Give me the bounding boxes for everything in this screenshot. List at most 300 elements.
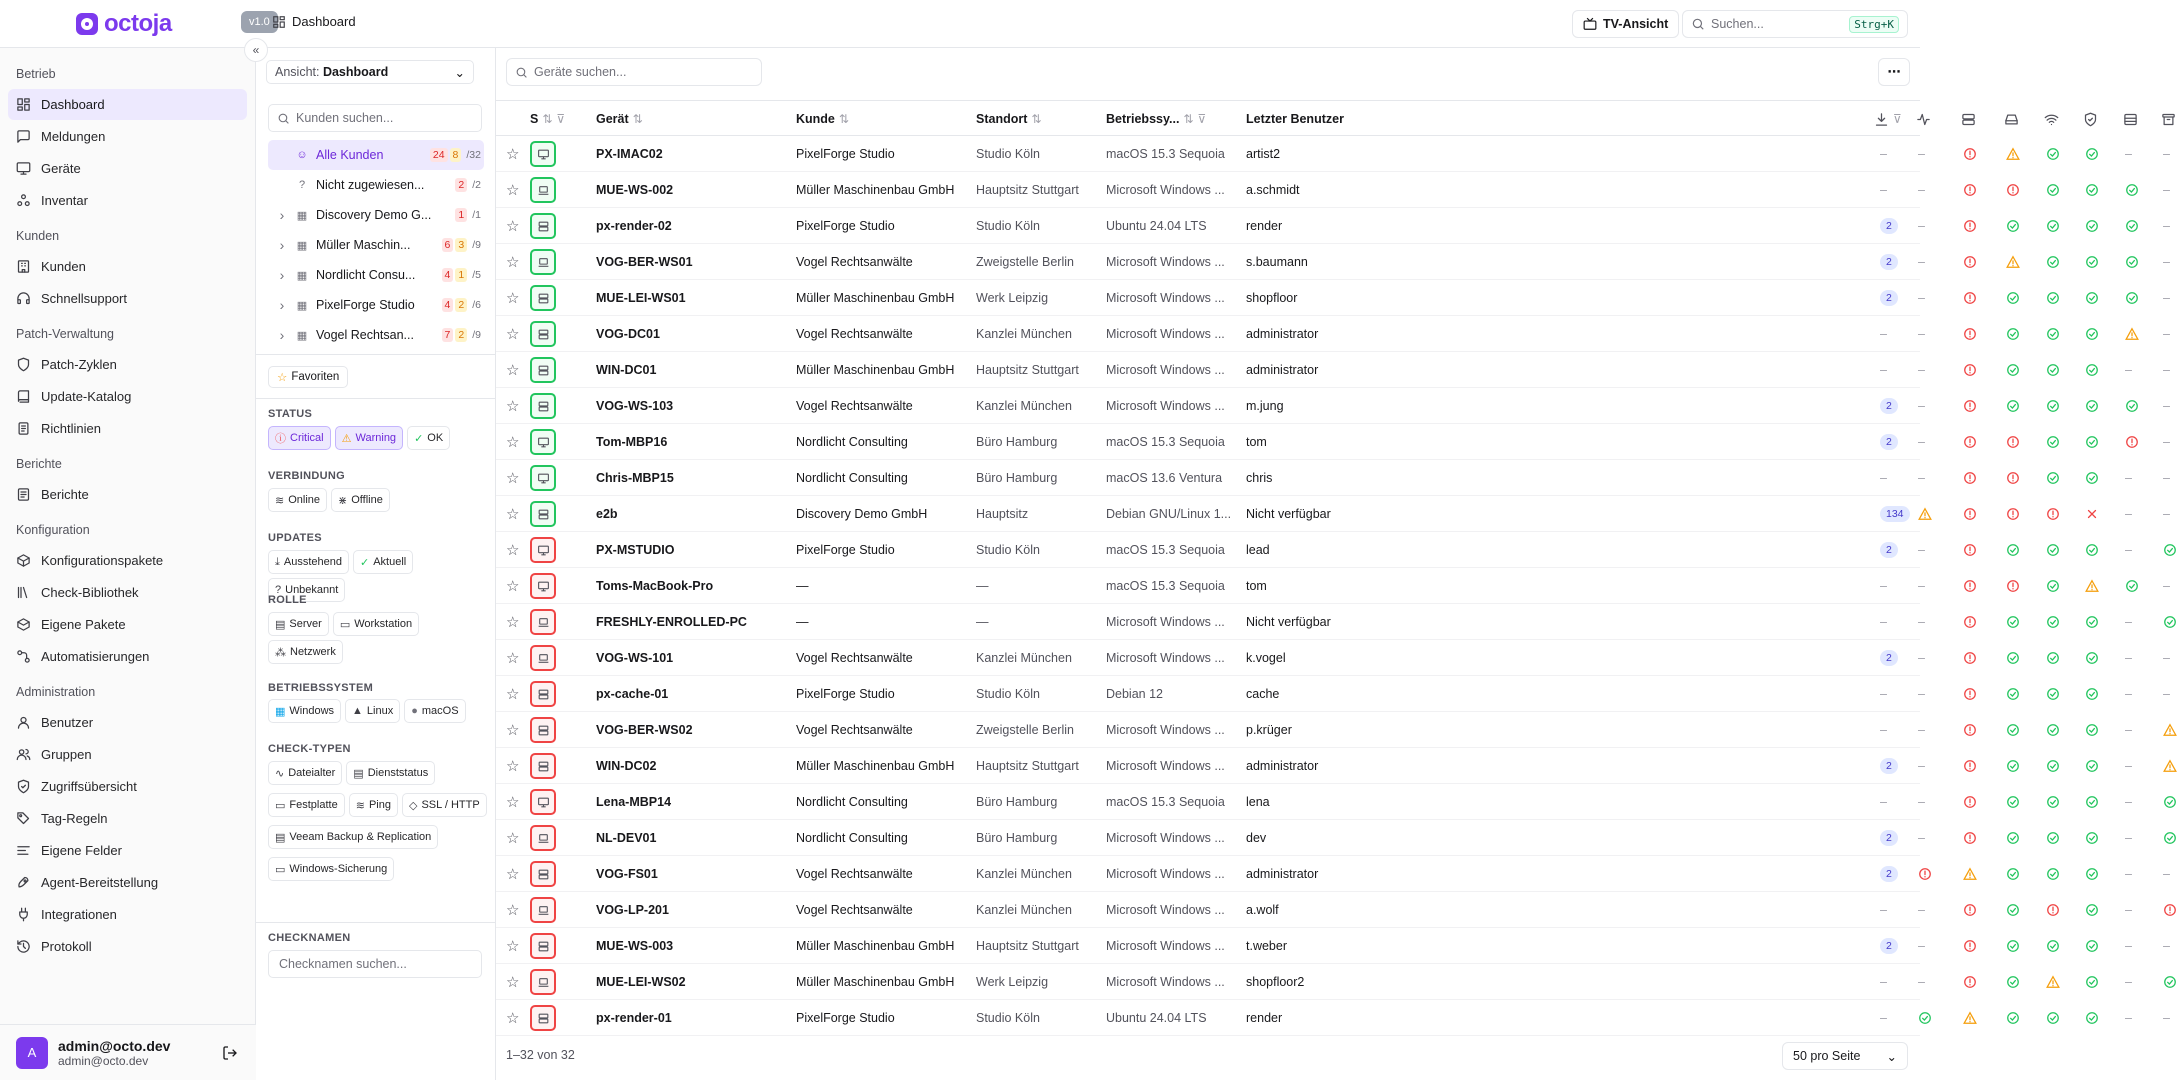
sidebar-item-berichte[interactable] [8, 479, 247, 510]
ok-icon[interactable] [2085, 136, 2099, 172]
device-name[interactable]: MUE-WS-003 [596, 939, 674, 953]
status-column-wifi[interactable] [2044, 101, 2059, 137]
status-column-disk[interactable] [2004, 101, 2019, 137]
sidebar-item-eigene-felder[interactable] [8, 835, 247, 866]
ok-icon[interactable] [2085, 676, 2099, 712]
device-name[interactable]: MUE-LEI-WS02 [596, 975, 686, 989]
status-column-shield-check[interactable] [2083, 101, 2098, 137]
warning-icon[interactable] [2163, 748, 2177, 784]
sidebar-item-inventar[interactable] [8, 185, 247, 216]
sort-icon[interactable]: ⇅ [632, 112, 643, 126]
device-name[interactable]: NL-DEV01 [596, 831, 657, 845]
ok-icon[interactable] [2085, 460, 2099, 496]
ok-icon[interactable] [2125, 244, 2139, 280]
column-os[interactable] [1106, 101, 1206, 137]
favorite-star-icon[interactable]: ☆ [506, 362, 520, 379]
ok-icon[interactable] [2085, 604, 2099, 640]
ok-icon[interactable] [2125, 172, 2139, 208]
customer-item[interactable] [268, 200, 484, 230]
sidebar-item-geräte[interactable] [8, 153, 247, 184]
sidebar-item-check-bibliothek[interactable] [8, 577, 247, 608]
filter-icon[interactable]: ⊽ [556, 112, 566, 126]
critical-icon[interactable] [1963, 820, 1977, 856]
critical-icon[interactable] [2006, 172, 2020, 208]
disk-icon [2004, 112, 2019, 127]
table-row[interactable] [496, 892, 2132, 928]
ok-icon[interactable] [2085, 712, 2099, 748]
favorite-star-icon[interactable]: ☆ [506, 686, 520, 703]
warning-icon[interactable] [2006, 136, 2020, 172]
filter-chip-online[interactable] [268, 488, 327, 512]
ok-icon[interactable] [2085, 388, 2099, 424]
critical-icon[interactable] [1963, 280, 1977, 316]
sort-icon[interactable]: ⇅ [1031, 112, 1042, 126]
updates-count-badge[interactable]: 2 [1880, 650, 1898, 666]
filter-chip-ausstehend[interactable] [268, 550, 349, 574]
device-name[interactable]: Chris-MBP15 [596, 471, 674, 485]
device-name[interactable]: MUE-WS-002 [596, 183, 674, 197]
critical-icon[interactable] [1963, 352, 1977, 388]
favorite-star-icon[interactable]: ☆ [506, 974, 520, 991]
critical-icon[interactable] [1963, 388, 1977, 424]
ok-icon[interactable] [2085, 820, 2099, 856]
warning-icon[interactable] [2125, 316, 2139, 352]
updates-count-badge[interactable]: 2 [1880, 866, 1898, 882]
table-row[interactable] [496, 568, 2170, 604]
device-name[interactable]: VOG-LP-201 [596, 903, 669, 917]
ok-icon[interactable] [2125, 280, 2139, 316]
critical-icon[interactable] [1918, 856, 1932, 892]
filter-chip-veeam-backup-replication[interactable] [268, 825, 438, 849]
filter-chip-macos[interactable] [404, 699, 465, 723]
customer-item[interactable] [268, 290, 484, 320]
sort-icon[interactable]: ⇅ [1183, 112, 1194, 126]
ok-icon[interactable] [2006, 532, 2020, 568]
sidebar-item-schnellsupport[interactable] [8, 283, 247, 314]
sidebar-item-gruppen[interactable] [8, 739, 247, 770]
device-name[interactable]: Lena-MBP14 [596, 795, 672, 809]
ok-icon[interactable] [2085, 280, 2099, 316]
column-location[interactable] [976, 101, 1041, 137]
favorite-star-icon[interactable]: ☆ [506, 866, 520, 883]
last-user: s.baumann [1246, 255, 1308, 269]
per-page-select[interactable] [1782, 1042, 1908, 1070]
table-row[interactable] [496, 316, 2170, 352]
table-row[interactable] [496, 460, 2170, 496]
device-search-input[interactable] [506, 58, 762, 86]
filter-chip-server[interactable] [268, 612, 329, 636]
critical-icon[interactable] [2046, 892, 2060, 928]
updates-count-badge[interactable]: 134 [1880, 506, 1910, 522]
customer-item[interactable] [268, 320, 484, 350]
ok-icon[interactable] [2006, 712, 2020, 748]
ok-icon[interactable] [1918, 1000, 1932, 1036]
customer-search-input[interactable] [268, 104, 482, 132]
ok-icon[interactable] [2046, 784, 2060, 820]
ok-icon[interactable] [2046, 676, 2060, 712]
status-column-server-check[interactable] [1961, 101, 1976, 137]
ok-icon[interactable] [2006, 856, 2020, 892]
filter-chip-dateialter[interactable] [268, 761, 342, 785]
customer-item[interactable] [268, 140, 484, 170]
warning-icon[interactable] [2046, 964, 2060, 1000]
ok-icon[interactable] [2085, 172, 2099, 208]
favorite-star-icon[interactable]: ☆ [506, 470, 520, 487]
ok-icon[interactable] [2085, 784, 2099, 820]
filter-chip-netzwerk[interactable] [268, 640, 343, 664]
favorite-star-icon[interactable]: ☆ [506, 650, 520, 667]
sidebar-item-protokoll[interactable] [8, 931, 247, 962]
critical-icon[interactable] [1963, 136, 1977, 172]
critical-icon[interactable] [2163, 892, 2177, 928]
ok-icon[interactable] [2046, 604, 2060, 640]
ok-icon[interactable] [2006, 1000, 2020, 1036]
favorite-star-icon[interactable]: ☆ [506, 938, 520, 955]
sidebar-item-automatisierungen[interactable] [8, 641, 247, 672]
ok-icon[interactable] [2046, 136, 2060, 172]
sidebar-item-dashboard[interactable] [8, 89, 247, 120]
warning-icon[interactable] [1963, 1000, 1977, 1036]
ok-icon[interactable] [2085, 964, 2099, 1000]
ok-icon[interactable] [2046, 208, 2060, 244]
ok-icon[interactable] [2085, 244, 2099, 280]
chevron-right-icon[interactable]: › [279, 207, 285, 223]
critical-icon[interactable] [1963, 748, 1977, 784]
ok-icon[interactable] [2046, 460, 2060, 496]
column-last-user[interactable] [1246, 101, 1344, 137]
sidebar-item-zugriffsübersicht[interactable] [8, 771, 247, 802]
device-name[interactable]: Tom-MBP16 [596, 435, 668, 449]
device-name[interactable]: px-render-01 [596, 1011, 672, 1025]
filter-icon[interactable]: ⊽ [1893, 112, 1902, 126]
view-select[interactable] [266, 60, 474, 84]
favorite-star-icon[interactable]: ☆ [506, 578, 520, 595]
device-name[interactable]: VOG-WS-103 [596, 399, 674, 413]
ok-icon[interactable] [2046, 568, 2060, 604]
critical-icon[interactable] [1963, 964, 1977, 1000]
favorite-star-icon[interactable]: ☆ [506, 1010, 520, 1027]
ok-icon[interactable] [2006, 784, 2020, 820]
ok-icon[interactable] [2085, 748, 2099, 784]
device-name[interactable]: VOG-BER-WS01 [596, 255, 693, 269]
critical-icon[interactable] [1963, 892, 1977, 928]
ok-icon[interactable] [2125, 568, 2139, 604]
device-name[interactable]: Toms-MacBook-Pro [596, 579, 714, 593]
ok-icon [2046, 183, 2060, 197]
table-row[interactable] [496, 352, 2170, 388]
sidebar-item-patch-zyklen[interactable] [8, 349, 247, 380]
critical-icon[interactable] [2006, 460, 2020, 496]
table-row[interactable] [496, 964, 2132, 1000]
ok-icon[interactable] [2085, 856, 2099, 892]
filter-chip-offline[interactable] [331, 488, 390, 512]
filter-icon[interactable]: ⊽ [1197, 112, 1207, 126]
favorite-star-icon[interactable]: ☆ [506, 146, 520, 163]
ok-icon[interactable] [2046, 1000, 2060, 1036]
critical-icon[interactable] [2006, 496, 2020, 532]
ok-icon[interactable] [2006, 964, 2020, 1000]
critical-icon[interactable] [1963, 640, 1977, 676]
favorite-star-icon[interactable]: ☆ [506, 506, 520, 523]
warning-icon[interactable] [1963, 856, 1977, 892]
more-options-button[interactable]: ⋯ [1878, 58, 1910, 86]
favorite-star-icon[interactable]: ☆ [506, 542, 520, 559]
table-row[interactable] [496, 820, 2132, 856]
table-row[interactable] [496, 532, 2132, 568]
critical-icon[interactable] [1963, 532, 1977, 568]
sidebar-item-integrationen[interactable] [8, 899, 247, 930]
ok-icon[interactable] [2085, 532, 2099, 568]
critical-icon[interactable] [2046, 496, 2060, 532]
ok-icon[interactable] [2163, 820, 2177, 856]
filter-chip-aktuell[interactable] [353, 550, 413, 574]
column-customer[interactable] [796, 101, 849, 137]
updates-count-badge[interactable]: 2 [1880, 938, 1898, 954]
ok-icon[interactable] [2085, 892, 2099, 928]
sort-icon[interactable]: ⇅ [542, 112, 553, 126]
critical-icon[interactable] [2006, 424, 2020, 460]
chevron-right-icon[interactable]: › [279, 267, 285, 283]
table-row[interactable] [496, 676, 2170, 712]
ok-icon[interactable] [2085, 640, 2099, 676]
ok-icon[interactable] [2085, 352, 2099, 388]
chevron-right-icon[interactable]: › [279, 237, 285, 253]
ok-icon[interactable] [2006, 316, 2020, 352]
filter-chip-festplatte[interactable] [268, 793, 345, 817]
chevron-right-icon[interactable]: › [279, 327, 285, 343]
critical-icon[interactable] [1963, 244, 1977, 280]
table-row[interactable] [496, 784, 2132, 820]
device-name[interactable]: FRESHLY-ENROLLED-PC [596, 615, 747, 629]
sidebar-item-meldungen[interactable] [8, 121, 247, 152]
table-row[interactable] [496, 712, 2132, 748]
favorite-star-icon[interactable]: ☆ [506, 398, 520, 415]
device-name[interactable]: PX-MSTUDIO [596, 543, 675, 557]
sidebar-item-benutzer[interactable] [8, 707, 247, 738]
customer-item[interactable] [268, 170, 484, 200]
ok-icon[interactable] [2046, 316, 2060, 352]
table-row[interactable] [496, 856, 2170, 892]
sidebar-item-eigene-pakete[interactable] [8, 609, 247, 640]
device-name[interactable]: PX-IMAC02 [596, 147, 663, 161]
column-device[interactable] [596, 101, 643, 137]
favorite-star-icon[interactable]: ☆ [506, 254, 520, 271]
sidebar-item-update-katalog[interactable] [8, 381, 247, 412]
sidebar-item-agent-bereitstellung[interactable] [8, 867, 247, 898]
favorites-button[interactable] [268, 366, 348, 388]
ok-icon[interactable] [2046, 748, 2060, 784]
favorite-star-icon[interactable]: ☆ [506, 290, 520, 307]
column-status[interactable] [530, 101, 565, 137]
customer-item[interactable] [268, 260, 484, 290]
sidebar-item-kunden[interactable] [8, 251, 247, 282]
warning-icon[interactable] [2006, 244, 2020, 280]
filter-chip-ok[interactable] [407, 426, 450, 450]
critical-icon[interactable] [1963, 928, 1977, 964]
device-name[interactable]: VOG-WS-101 [596, 651, 674, 665]
ok-icon[interactable] [2006, 820, 2020, 856]
updates-count-badge[interactable]: 2 [1880, 434, 1898, 450]
table-row[interactable] [496, 928, 2170, 964]
ok-icon[interactable] [2006, 640, 2020, 676]
ok-icon[interactable] [2046, 856, 2060, 892]
table-row[interactable] [496, 280, 2170, 316]
filter-chip-linux[interactable] [345, 699, 400, 723]
ok-icon[interactable] [2046, 424, 2060, 460]
critical-icon[interactable] [1963, 208, 1977, 244]
critical-icon[interactable] [1963, 676, 1977, 712]
critical-icon[interactable] [1963, 496, 1977, 532]
ok-icon[interactable] [2046, 352, 2060, 388]
updates-count-badge[interactable]: 2 [1880, 290, 1898, 306]
device-name[interactable]: MUE-LEI-WS01 [596, 291, 686, 305]
table-row[interactable] [496, 748, 2132, 784]
ok-icon[interactable] [2163, 604, 2177, 640]
filter-chip-ping[interactable] [349, 793, 398, 817]
ok-icon[interactable] [2006, 748, 2020, 784]
ok-icon[interactable] [2046, 280, 2060, 316]
ok-icon[interactable] [2085, 316, 2099, 352]
status-column-activity[interactable] [1916, 101, 1931, 137]
ok-icon [2085, 615, 2099, 629]
ok-icon[interactable] [2163, 784, 2177, 820]
updates-count-badge[interactable]: 2 [1880, 542, 1898, 558]
device-name[interactable]: WIN-DC01 [596, 363, 657, 377]
ok-icon[interactable] [2006, 604, 2020, 640]
ok-icon[interactable] [2006, 352, 2020, 388]
sort-icon[interactable]: ⇅ [838, 112, 849, 126]
critical-icon[interactable] [1963, 316, 1977, 352]
ok-icon[interactable] [2006, 928, 2020, 964]
status-column-updates[interactable] [1874, 101, 1902, 137]
ok-icon[interactable] [2046, 388, 2060, 424]
critical-icon[interactable] [1963, 460, 1977, 496]
ok-icon[interactable] [2125, 388, 2139, 424]
ok-icon[interactable] [2085, 208, 2099, 244]
ok-icon[interactable] [2006, 208, 2020, 244]
ok-icon[interactable] [2163, 532, 2177, 568]
global-search-input[interactable] [1682, 10, 1908, 38]
filter-chip-critical[interactable] [268, 426, 331, 450]
chevron-right-icon[interactable]: › [279, 297, 285, 313]
table-row[interactable] [496, 424, 2170, 460]
table-row[interactable] [496, 172, 2170, 208]
favorite-star-icon[interactable]: ☆ [506, 182, 520, 199]
critical-icon[interactable] [2006, 568, 2020, 604]
ok-icon[interactable] [2046, 244, 2060, 280]
tv-view-button[interactable] [1572, 10, 1679, 38]
updates-count-badge[interactable]: 2 [1880, 830, 1898, 846]
table-row[interactable] [496, 388, 2170, 424]
critical-icon[interactable] [1963, 712, 1977, 748]
device-name[interactable]: px-render-02 [596, 219, 672, 233]
device-name[interactable]: e2b [596, 507, 618, 521]
critical-icon[interactable] [1963, 568, 1977, 604]
table-row[interactable] [496, 496, 2170, 532]
warning-icon[interactable] [1918, 496, 1932, 532]
ok-icon[interactable] [2046, 928, 2060, 964]
ok-icon[interactable] [2163, 964, 2177, 1000]
updates-count-badge[interactable]: 2 [1880, 398, 1898, 414]
critical-icon[interactable] [2125, 424, 2139, 460]
updates-count-badge[interactable]: 2 [1880, 758, 1898, 774]
filter-chip-ssl-http[interactable] [402, 793, 487, 817]
ok-icon[interactable] [2085, 928, 2099, 964]
logout-icon[interactable] [222, 1045, 238, 1061]
device-name[interactable]: VOG-FS01 [596, 867, 658, 881]
device-name[interactable]: VOG-DC01 [596, 327, 660, 341]
device-name[interactable]: VOG-BER-WS02 [596, 723, 693, 737]
ok-icon[interactable] [2006, 280, 2020, 316]
updates-count-badge[interactable]: 2 [1880, 254, 1898, 270]
sidebar-item-tag-regeln[interactable] [8, 803, 247, 834]
customer-item[interactable] [268, 230, 484, 260]
critical-icon[interactable] [1963, 172, 1977, 208]
filter-chip-dienststatus[interactable] [346, 761, 435, 785]
favorite-star-icon[interactable]: ☆ [506, 326, 520, 343]
critical-icon[interactable] [1963, 784, 1977, 820]
ok-icon[interactable] [2085, 1000, 2099, 1036]
checknames-search-input[interactable] [268, 950, 482, 978]
table-row[interactable] [496, 604, 2132, 640]
warning-icon[interactable] [2163, 712, 2177, 748]
empty-dash: – [1918, 543, 1925, 557]
table-row[interactable] [496, 640, 2170, 676]
critical-icon[interactable] [1963, 424, 1977, 460]
favorite-star-icon[interactable]: ☆ [506, 758, 520, 775]
sidebar-item-konfigurationspakete[interactable] [8, 545, 247, 576]
device-name[interactable]: WIN-DC02 [596, 759, 657, 773]
favorite-star-icon[interactable]: ☆ [506, 614, 520, 631]
filter-chip-warning[interactable] [335, 426, 403, 450]
favorite-star-icon[interactable]: ☆ [506, 218, 520, 235]
favorite-star-icon[interactable]: ☆ [506, 830, 520, 847]
sidebar-item-richtlinien[interactable] [8, 413, 247, 444]
table-row[interactable] [496, 136, 2170, 172]
filter-chip-workstation[interactable] [333, 612, 419, 636]
status-column-archive[interactable] [2161, 101, 2176, 137]
table-row[interactable] [496, 244, 2170, 280]
ok-icon[interactable] [2046, 640, 2060, 676]
filter-chip-windows-sicherung[interactable] [268, 857, 394, 881]
favorite-star-icon[interactable]: ☆ [506, 902, 520, 919]
warning-icon[interactable] [2085, 568, 2099, 604]
filter-chip-windows[interactable] [268, 699, 341, 723]
ok-icon[interactable] [2085, 424, 2099, 460]
ok-icon[interactable] [2046, 532, 2060, 568]
table-row[interactable] [496, 1000, 2170, 1036]
ok-icon[interactable] [2046, 172, 2060, 208]
favorite-star-icon[interactable]: ☆ [506, 434, 520, 451]
device-name[interactable]: px-cache-01 [596, 687, 669, 701]
favorite-star-icon[interactable]: ☆ [506, 794, 520, 811]
ok-icon[interactable] [2046, 712, 2060, 748]
ok-icon[interactable] [2006, 388, 2020, 424]
ok-icon[interactable] [2125, 208, 2139, 244]
ok-icon[interactable] [2006, 676, 2020, 712]
ok-icon[interactable] [2046, 820, 2060, 856]
favorite-star-icon[interactable]: ☆ [506, 722, 520, 739]
status-column-backup[interactable] [2123, 101, 2138, 137]
ok-icon[interactable] [2006, 892, 2020, 928]
updates-count-badge[interactable]: 2 [1880, 218, 1898, 234]
collapse-sidebar-button[interactable]: « [244, 38, 268, 62]
logo[interactable] [76, 10, 172, 38]
table-row[interactable] [496, 208, 2170, 244]
critical-icon[interactable] [1963, 604, 1977, 640]
error-x-icon[interactable] [2085, 496, 2099, 532]
avatar[interactable]: A [16, 1037, 48, 1069]
